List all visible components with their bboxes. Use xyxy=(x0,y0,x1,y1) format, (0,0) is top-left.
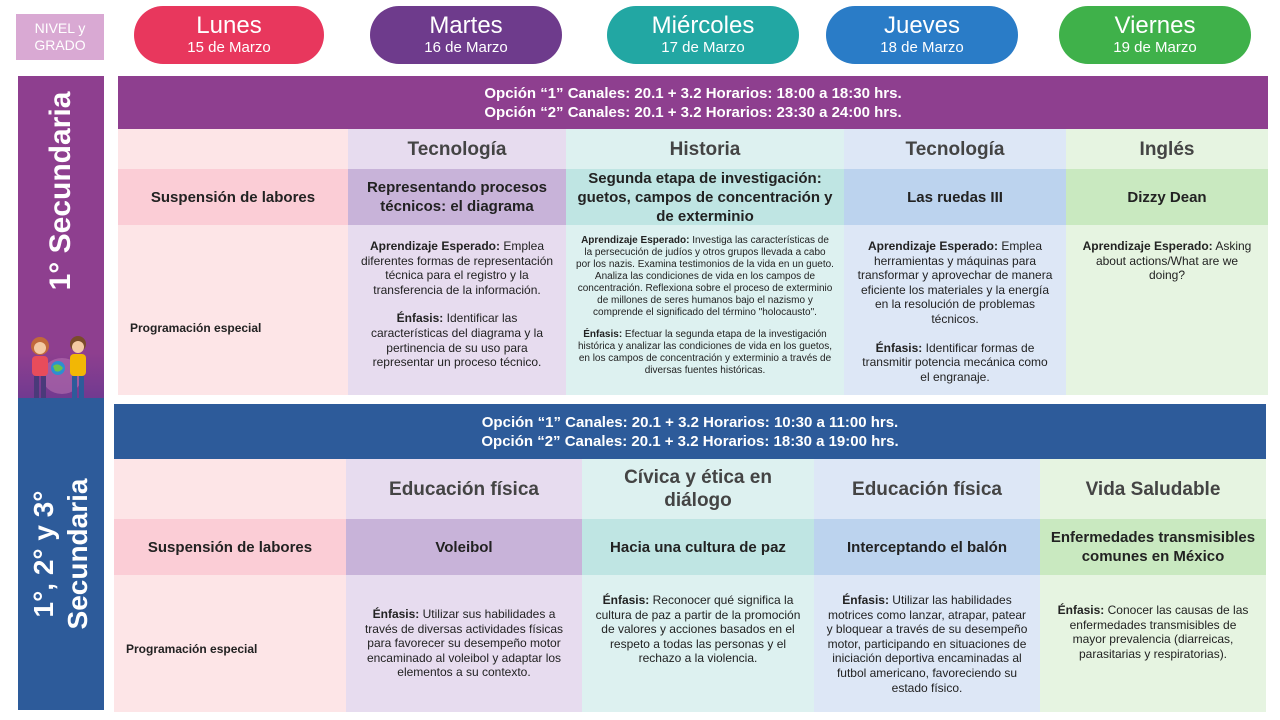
miercoles-description: Aprendizaje Esperado: Investiga las características de la persecución de judíos y otros grupos llevada a cabo por los nazis. Examina testimonios de la vida en un gueto. Analiza las condiciones de vida en los campos de concentración. Reflexiona sobre el proceso de exterminio de millones de seres humanos bajo el nazismo y comprende el significado del término "holocausto". Énfasis: Efectuar la segunda etapa de la investigación histórica y analizar las condiciones de vida en los guetos, en los campos de concentración y exterminio a través de diversas fuentes históricas. xyxy=(566,225,844,395)
lunes-description-2: Programación especial xyxy=(114,575,346,712)
schedule-banner-1: Opción “1” Canales: 20.1 + 3.2 Horarios: 18:00 a 18:30 hrs. Opción “2” Canales: 20.1 + 3.2 Horarios: 23:30 a 24:00 hrs. xyxy=(118,76,1268,129)
miercoles-topic-2: Hacia una cultura de paz xyxy=(582,519,814,575)
jueves-topic: Las ruedas III xyxy=(844,169,1066,225)
level-label-1-2-3-secundaria: 1°, 2° y 3° Secundaria xyxy=(18,398,104,710)
martes-description: Aprendizaje Esperado: Emplea diferentes formas de representación técnica para el registro y la transferencia de la información. Énfasis: Identificar las características del diagrama y la pertinencia de su uso para representar un proceso técnico. xyxy=(348,225,566,395)
martes-subject: Tecnología xyxy=(348,129,566,169)
jueves-description-2: Énfasis: Utilizar las habilidades motrices como lanzar, atrapar, patear y bloquear a través de su desempeño motor, participando en situaciones de iniciación deportiva encaminadas al futbol americano, favoreciendo su estado físico. xyxy=(814,575,1040,712)
lunes-topic-2: Suspensión de labores xyxy=(114,519,346,575)
jueves-description: Aprendizaje Esperado: Emplea herramientas y máquinas para transformar y aprovechar de manera eficiente los materiales y la energía en la resolución de problemas técnicos. Énfasis: Identificar formas de transmitir potencia mecánica como el engranaje. xyxy=(844,225,1066,395)
day-header-lunes: Lunes 15 de Marzo xyxy=(134,6,324,64)
miercoles-subject-2: Cívica y ética en diálogo xyxy=(582,459,814,519)
schedule-banner-2: Opción “1” Canales: 20.1 + 3.2 Horarios: 10:30 a 11:00 hrs. Opción “2” Canales: 20.1 + 3.2 Horarios: 18:30 a 19:00 hrs. xyxy=(114,404,1266,459)
viernes-subject: Inglés xyxy=(1066,129,1268,169)
lunes-subject-empty xyxy=(118,129,348,169)
martes-topic-2: Voleibol xyxy=(346,519,582,575)
nivel-grado-label: NIVEL y GRADO xyxy=(16,14,104,60)
viernes-topic: Dizzy Dean xyxy=(1066,169,1268,225)
miercoles-subject: Historia xyxy=(566,129,844,169)
martes-description-2: Énfasis: Utilizar sus habilidades a través de diversas actividades físicas para favorecer su desempeño motor encaminado al voleibol y adaptar los elementos a su contexto. xyxy=(346,575,582,712)
students-illustration-icon xyxy=(18,332,104,406)
jueves-subject: Tecnología xyxy=(844,129,1066,169)
day-header-viernes: Viernes 19 de Marzo xyxy=(1059,6,1251,64)
viernes-subject-2: Vida Saludable xyxy=(1040,459,1266,519)
miercoles-description-2: Énfasis: Reconocer qué significa la cultura de paz a partir de la promoción de valores y acciones basados en el respeto a todas las personas y el rechazo a la violencia. xyxy=(582,575,814,712)
day-header-miercoles: Miércoles 17 de Marzo xyxy=(607,6,799,64)
level-label-1-secundaria: 1° Secundaria xyxy=(18,76,104,406)
jueves-topic-2: Interceptando el balón xyxy=(814,519,1040,575)
jueves-subject-2: Educación física xyxy=(814,459,1040,519)
viernes-topic-2: Enfermedades transmisibles comunes en México xyxy=(1040,519,1266,575)
viernes-description: Aprendizaje Esperado: Asking about actions/What are we doing? xyxy=(1066,225,1268,395)
martes-subject-2: Educación física xyxy=(346,459,582,519)
day-header-jueves: Jueves 18 de Marzo xyxy=(826,6,1018,64)
lunes-subject-empty-2 xyxy=(114,459,346,519)
martes-topic: Representando procesos técnicos: el diagrama xyxy=(348,169,566,225)
lunes-description: Programación especial xyxy=(118,225,348,395)
viernes-description-2: Énfasis: Conocer las causas de las enfermedades transmisibles de mayor prevalencia (diarreicas, parasitarias y respiratorias). xyxy=(1040,575,1266,712)
day-header-martes: Martes 16 de Marzo xyxy=(370,6,562,64)
lunes-topic: Suspensión de labores xyxy=(118,169,348,225)
miercoles-topic: Segunda etapa de investigación: guetos, campos de concentración y de exterminio xyxy=(566,169,844,225)
